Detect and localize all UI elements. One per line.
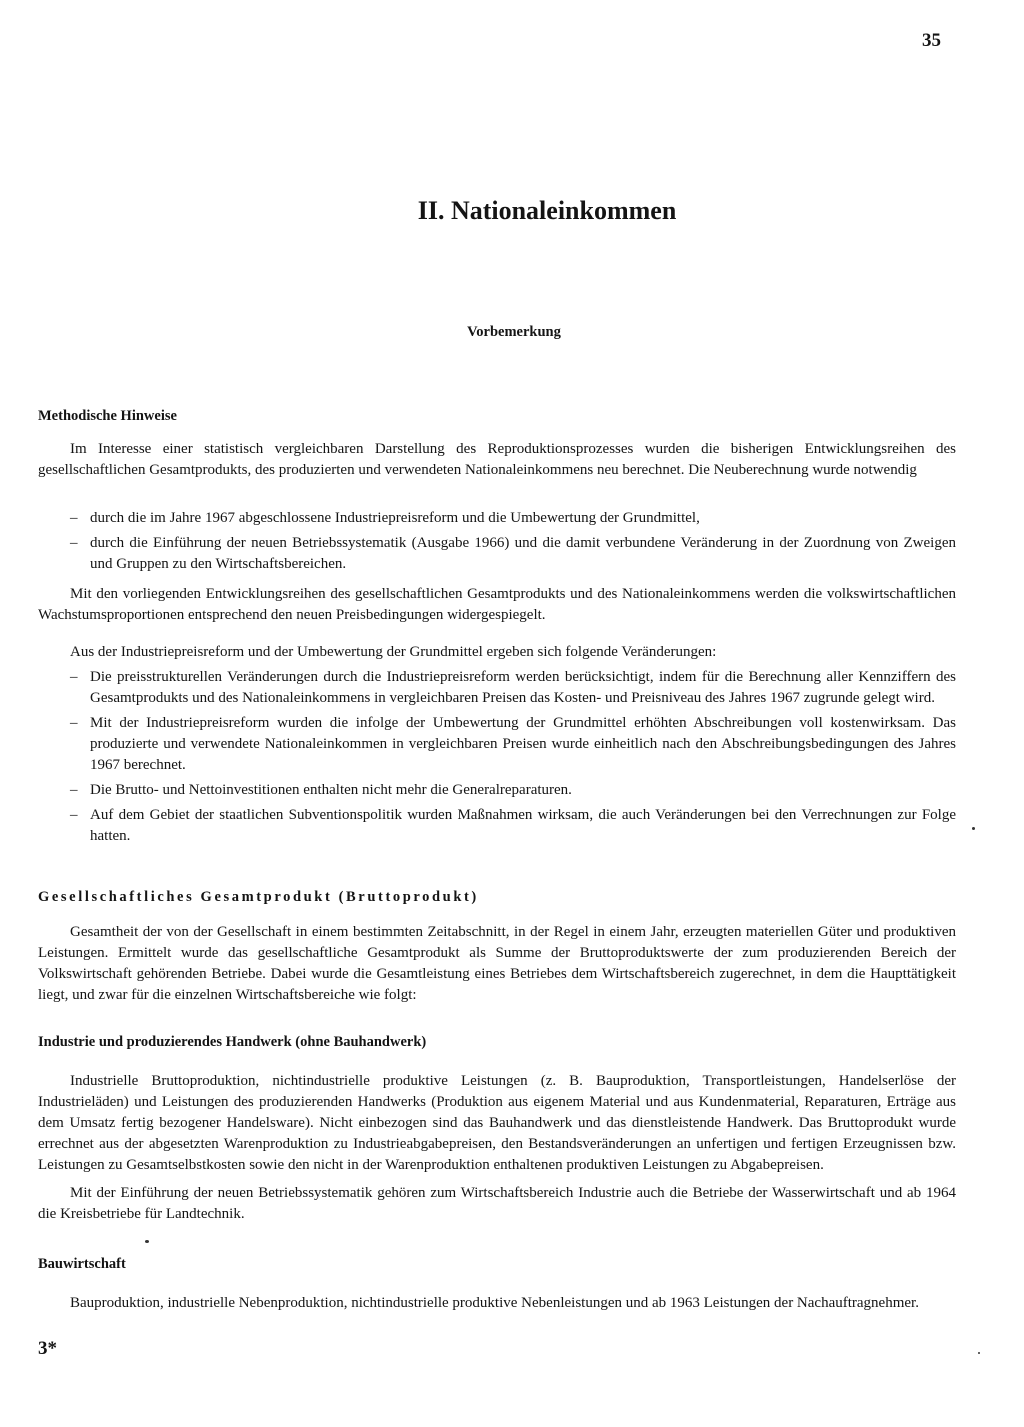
paragraph-changes-intro: Aus der Industriepreisreform und der Umbewertung der Grundmittel ergeben sich folgende Veränderungen:	[70, 644, 717, 660]
paragraph-proportions: Mit den vorliegenden Entwicklungsreihen des gesellschaftlichen Gesamtprodukts und des Nationaleinkommens werden die volkswirtschaftlichen Wachstumsproportionen entsprechend den neuen Preisbedingungen widergespiegelt.	[38, 586, 956, 623]
reasons-list	[38, 508, 956, 579]
dash-bullet: –	[70, 782, 78, 798]
list-item	[38, 713, 956, 776]
list-item-text: durch die im Jahre 1967 abgeschlossene Industriepreisreform und die Umbewertung der Grundmittel,	[90, 510, 700, 526]
dash-bullet: –	[70, 715, 78, 731]
list-item	[38, 780, 956, 801]
list-item	[38, 533, 956, 575]
section-heading-gesamtprodukt: Gesellschaftliches Gesamtprodukt (Bruttoprodukt)	[38, 889, 479, 905]
section-heading-industrie: Industrie und produzierendes Handwerk (ohne Bauhandwerk)	[38, 1034, 427, 1050]
page-number: 35	[922, 30, 941, 51]
list-item-text: durch die Einführung der neuen Betriebssystematik (Ausgabe 1966) und die damit verbundene Veränderung in der Zuordnung von Zweigen und Gruppen zu den Wirtschaftsbereichen.	[90, 535, 956, 572]
signature-mark: 3*	[38, 1338, 57, 1359]
section-heading-methodische: Methodische Hinweise	[38, 408, 177, 424]
changes-list	[38, 667, 956, 851]
scan-speck	[145, 1240, 149, 1243]
chapter-title	[0, 196, 1024, 226]
list-item-text: Die preisstrukturellen Veränderungen durch die Industriepreisreform werden berücksichtigt, indem für die Berechnung aller Kennziffern des Gesamtprodukts und des Nationaleinkommens in vergleichbaren Preisen das Kosten- und Preisniveau des Jahres 1967 zugrunde gelegt wird.	[90, 669, 956, 706]
list-item-text: Auf dem Gebiet der staatlichen Subventionspolitik wurden Maßnahmen wirksam, die auch Veränderungen bei den Verrechnungen zur Folge hatten.	[90, 807, 956, 844]
paragraph-gesamtprodukt: Gesamtheit der von der Gesellschaft in einem bestimmten Zeitabschnitt, in der Regel in einem Jahr, erzeugten materiellen Güter und produktiven Leistungen. Ermittelt wurde das gesellschaftliche Gesamtprodukt als Summe der Bruttoproduktswerte der zum produzierenden Bereich der Volkswirtschaft gehörenden Betriebe. Dabei wurde die Gesamtleistung eines Betriebes dem Wirtschaftsbereich zugerechnet, in dem die Haupttätigkeit liegt, und zwar für die einzelnen Wirtschaftsbereiche wie folgt:	[38, 924, 956, 1003]
dash-bullet: –	[70, 669, 78, 685]
list-item-text: Mit der Industriepreisreform wurden die infolge der Umbewertung der Grundmittel erhöhten Abschreibungen voll kostenwirksam. Das produzierte und verwendete Nationaleinkommen in vergleichbaren Preisen wurde einheitlich nach den Abschreibungsbedingungen des Jahres 1967 berechnet.	[90, 715, 956, 773]
scan-speck	[972, 827, 975, 830]
list-item	[38, 667, 956, 709]
list-item-text: Die Brutto- und Nettoinvestitionen enthalten nicht mehr die Generalreparaturen.	[90, 782, 572, 798]
paragraph-industrie-systematik: Mit der Einführung der neuen Betriebssystematik gehören zum Wirtschaftsbereich Industrie auch die Betriebe der Wasserwirtschaft und ab 1964 die Kreisbetriebe für Landtechnik.	[38, 1185, 956, 1222]
paragraph-intro: Im Interesse einer statistisch vergleichbaren Darstellung des Reproduktionsprozesses wurden die bisherigen Entwicklungsreihen des gesellschaftlichen Gesamtprodukts, des produzierten und verwendeten Nationaleinkommens neu berechnet. Die Neuberechnung wurde notwendig	[38, 441, 956, 478]
subtitle-text: Vorbemerkung	[467, 324, 561, 340]
paragraph-bauwirtschaft: Bauproduktion, industrielle Nebenproduktion, nichtindustrielle produktive Nebenleistungen und ab 1963 Leistungen der Nachauftragnehmer.	[70, 1295, 919, 1311]
paragraph-industrie: Industrielle Bruttoproduktion, nichtindustrielle produktive Leistungen (z. B. Bauproduktion, Transportleistungen, Handelserlöse der Industrieläden) und Leistungen des produzierenden Handwerks (Produktion aus eigenem Material und aus Kundenmaterial, Reparaturen, Erträge aus dem Umsatz fertig bezogener Handelsware). Nicht einbezogen sind das Bauhandwerk und das dienstleistende Handwerk. Das Bruttoprodukt wurde errechnet aus der abgesetzten Warenproduktion zu Industrieabgabepreisen, den Bestandsveränderungen an unfertigen und fertigen Erzeugnissen bzw. Leistungen zu Gesamtselbstkosten sowie den nicht in der Warenproduktion enthaltenen produktiven Leistungen zu Abgabepreisen.	[38, 1073, 956, 1173]
scan-speck	[978, 1352, 980, 1354]
dash-bullet: –	[70, 510, 78, 526]
list-item	[38, 508, 956, 529]
list-item	[38, 805, 956, 847]
dash-bullet: –	[70, 535, 78, 551]
dash-bullet: –	[70, 807, 78, 823]
section-heading-bauwirtschaft: Bauwirtschaft	[38, 1256, 126, 1272]
subtitle	[0, 324, 1024, 341]
chapter-title-text: II. Nationaleinkommen	[417, 196, 677, 225]
